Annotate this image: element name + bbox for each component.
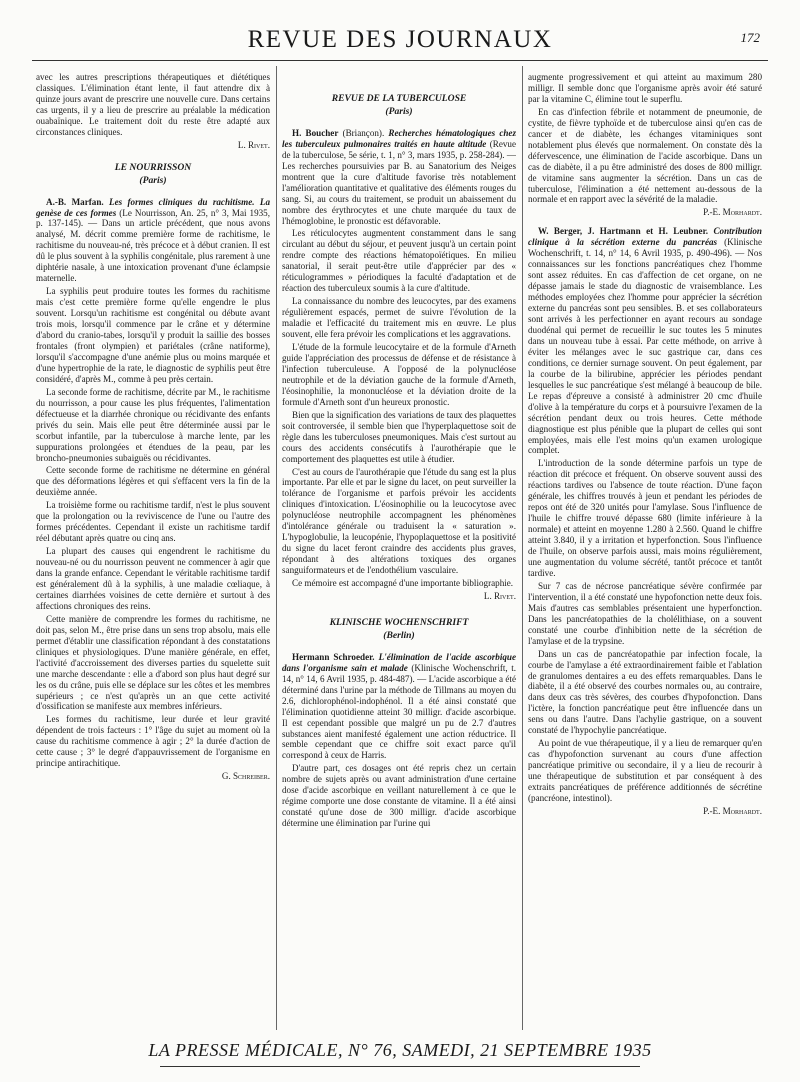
article-abstract xyxy=(36,197,270,285)
article-author: A.-B. Marfan. xyxy=(46,196,104,207)
column-1 xyxy=(36,72,270,1030)
paragraph: augmente progressivement et qui atteint au maximum 280 milligr. Il semble donc que l'organisme après avoir été saturé par la vitamine C, élimine tout le superflu. xyxy=(528,72,762,104)
section-title: LE NOURRISSON xyxy=(114,161,192,173)
signature: P.-E. Morhardt. xyxy=(703,805,762,816)
article-title: Contribution clinique à la sécrétion externe du pancréas xyxy=(528,226,762,248)
paragraph: Sur 7 cas de nécrose pancréatique sévère confirmée par l'intervention, il a été constaté une hypofonction nette deux fois. Mais d'autres cas semblables présentaient une hyperfonction. Dans les pancréatopathies de la cholélithiase, on a souvent constaté une courbe d'inhibition nette de la sécrétion de l'amylase et de la trypsine. xyxy=(528,580,762,646)
paragraph: En cas d'infection fébrile et notamment de pneumonie, de cystite, de fièvre typhoïde et de tuberculose ainsi qu'en cas de cancer et de diabète, les échanges vitaminiques sont notablement plus élevés que normalement. On constate dès la défervescence, une élimination de l'acide ascorbique. Dans un cas de diabète, il a pu être administré des doses de 800 milligr. de vitamine sans augmenter la sécrétion. Dans un cas de tuberculose, l'élimination a été nettement au-dessous de la normale et en rapport avec la sévérité de la maladie. xyxy=(528,106,762,205)
signature: L. Rivet. xyxy=(483,590,516,601)
section-subtitle: (Berlin) xyxy=(383,629,415,641)
signature: G. Schreiber. xyxy=(221,771,270,782)
journal-footer: LA PRESSE MÉDICALE, N° 76, SAMEDI, 21 SEPTEMBRE 1935 xyxy=(148,1040,652,1060)
column-divider xyxy=(522,66,523,1030)
paragraph: Cette seconde forme de rachitisme ne détermine en général que des déformations légères et qui s'effacent vers la fin de la deuxième année. xyxy=(36,465,270,498)
article-abstract xyxy=(282,652,516,762)
article-text: (Revue de la tuberculose, 5e série, t. 1, n° 3, mars 1935, p. 258-284). — Les recherches poursuivies par B. au Sanatorium des Neiges montrent que la cure d'altitude favorise très notablement l'amélioration quantitative et qualitative des éléments rouges du sang. Si, au cours du traitement, se produit un abaissement du nombre des érythrocytes et une chute marquée du taux de l'hémoglobine, le pronostic est défavorable. xyxy=(282,138,516,226)
article-place: (Briançon). xyxy=(342,127,385,138)
paragraph: C'est au cours de l'aurothérapie que l'étude du sang est la plus importante. Par elle et par le signe du lacet, on peut surveiller la tolérance de l'organisme et parfois prévoir les accidents cliniques d'intoxication. L'éosinophilie ou la leucocytose avec polynucléose neutrophile accompagnent les phénomènes d'intolérance générale ou traduisent la « saturation ». L'hypoglobulie, la leucopénie, l'hypoplaquettose et la positivité du signe du lacet feront craindre des accidents plus graves, répondant à des altérations toxiques des organes sanguiformateurs et de l'endothélium vasculaire. xyxy=(282,466,516,576)
paragraph: Bien que la signification des variations de taux des plaquettes soit controversée, il semble bien que l'hyperplaquettose soit de règle dans les tuberculoses pneumoniques. Mais c'est surtout au cours des accidents consécutifs à l'aurothérapie que le comportement des plaquettes est utile à étudier. xyxy=(282,409,516,464)
footer-rule xyxy=(160,1066,640,1067)
article-abstract xyxy=(528,226,762,456)
section-subtitle: (Paris) xyxy=(385,105,413,117)
paragraph: Ce mémoire est accompagné d'une importante bibliographie. xyxy=(292,578,514,589)
paragraph: Cette manière de comprendre les formes du rachitisme, ne doit pas, selon M., être prise dans un sens trop absolu, mais elle permet d'établir une classification répondant à des constatations cliniques et physiologiques. D'une manière générale, en effet, l'activité d'accroissement des diverses parties du squelette suit une marche descendante : elle a d'abord son plus haut degré sur les os du crâne, puis elle se déplace sur les côtes et les membres supérieurs ; ce n'est qu'après un an que cette activité d'ossification se manifeste aux membres inférieurs. xyxy=(36,613,270,712)
paragraph: D'autre part, ces dosages ont été repris chez un certain nombre de sujets après ou avant administration d'une certaine dose d'acide ascorbique en veillant naturellement à ce que le régime comporte une dose constante de vitamine. Il a été ainsi constaté qu'une dose de 300 milligr. d'acide ascorbique détermine une élimination par l'urine qui xyxy=(282,763,516,829)
article-author: Hermann Schroeder. xyxy=(292,651,375,662)
article-text: (Le Nourrisson, An. 25, n° 3, Mai 1935, p. 137-145). — Dans un article précédent, que nous avons analysé, M. décrit comme première forme de rachitisme, le rachitisme du nouveau-né, très précoce et à début cranien. Il est dû le plus souvent à la syphilis congénitale, plus rarement à une diphtérie nasale, à une intoxication provenant d'une éclampsie maternelle. xyxy=(36,207,270,284)
signature: P.-E. Morhardt. xyxy=(703,207,762,218)
signature: L. Rivet. xyxy=(237,139,270,150)
paragraph: L'introduction de la sonde détermine parfois un type de réaction dit précoce et fréquent. On observe souvent aussi des réactions tardives ou l'absence de toute réaction. D'une façon générale, les chiffres trouvés à jeun et pendant les périodes de repos ont été de 320 unités pour l'amylase. Sous l'influence de l'huile le chiffre trouvé dépasse 680 (limite inférieure à la normale) et atteint en moyenne 1.280 à 2.560. Quand le chiffre atteint 3.840, il y a irritation et hyperfonction. Sous l'influence de l'huile, on observe parfois aussi, mais moins régulièrement, une augmentation du volume sécrété, tantôt précoce et tantôt tardive. xyxy=(528,458,762,578)
article-author: H. Boucher xyxy=(292,127,339,138)
section-title: REVUE DE LA TUBERCULOSE xyxy=(331,93,467,104)
paragraph: avec les autres prescriptions thérapeutiques et diététiques classiques. L'élimination étant lente, il faut attendre dix à quinze jours avant de prescrire une nouvelle cure. Dans certains cas urgents, il y a lieu de prescrire au préalable la médication ouabaïnique. Le traitement doit du reste être adapté aux circonstances cliniques. xyxy=(36,72,270,137)
article-text: (Klinische Wochenschrift, t. 14, n° 14, 6 Avril 1935, p. 490-496). — Nos connaissances sur les fonctions pancréatiques chez l'homme sont assez réduites. En cas d'affection de cet organe, on ne dépasse jamais le stade du diagnostic de vraisemblance. Les méthodes employées chez l'homme pour apprécier la sécrétion externe du pancréas sont peu sensibles. B. et ses collaborateurs sont arrivés à les perfectionner en ayant recours au sondage duodénal qui permet de recueillir le suc toutes les 5 minutes dans un nouveau tube à essai. Par cette méthode, on arrive à éviter les mélanges avec le suc gastrique car, dans ces conditions, ce dernier surnage souvent. On peut également, par la courbe de la bilirubine, apprécier les périodes pendant lesquelles le suc pancréatique s'est mélangé à beaucoup de bile. Le repas d'épreuve a consisté à administrer 20 cmc d'huile d'olive à la température du corps et à poursuivre l'examen de la sécrétion pendant deux ou trois heures. Cette méthode diagnostique est plus pénible que la plupart de celles qui sont employées, mais elle l'est moins qu'un examen urologique complet. xyxy=(528,237,762,456)
paragraph: La plupart des causes qui engendrent le rachitisme du nouveau-né ou du nourrisson peuvent ne commencer à agir que dans la grande enfance. Cependant le véritable rachitisme tardif est généralement dû à la syphilis, à une maladie cœliaque, à certaines diarrhées voisines de cette dernière et surtout à des affections chroniques des reins. xyxy=(36,546,270,611)
paragraph: La connaissance du nombre des leucocytes, par des examens régulièrement espacés, permet de suivre l'évolution de la maladie et l'efficacité du traitement mis en œuvre. Le plus souvent, elle fera prévoir les complications et les aggravations. xyxy=(282,296,516,340)
section-title: KLINISCHE WOCHENSCHRIFT xyxy=(329,616,469,628)
article-title: Les formes cliniques du rachitisme. La genèse de ces formes xyxy=(36,196,270,218)
paragraph: La syphilis peut produire toutes les formes du rachitisme mais c'est cette première forme qu'elle engendre le plus souvent. Lorsqu'un rachitisme est congénital ou débute avant trois mois, lorsqu'il commence par le crâne et y détermine d'abord du cranio-tabes, lorsqu'il y produit la saillie des bosses frontales (front olympien) et pariétales (crâne natiforme), lorsqu'il s'accompagne d'une anémie plus ou moins marquée et d'une hypertrophie de la rate, le diagnostic de syphilis peut être considéré, d'après M., comme à peu près certain. xyxy=(36,286,270,384)
paragraph: Dans un cas de pancréatopathie par infection focale, la courbe de l'amylase a été extraordinairement faible et l'ablation de granulomes dentaires a eu des effets remarquables. Dans le diabète, il a été observé des courbes normales ou, au contraire, dans deux cas très sévères, des courbes d'hypofonction. Dans l'ictère, la fonction pancréatique peut être influencée dans un sens ou dans l'autre. Dans l'achylie gastrique, on a souvent constaté de l'hypochylie pancréatique. xyxy=(528,648,762,736)
header-rule xyxy=(32,60,768,61)
paragraph: Au point de vue thérapeutique, il y a lieu de remarquer qu'en cas d'hypofonction survenant au cours d'une affection pancréatique primitive ou secondaire, il y a lieu de recourir à une thérapeutique de substitution et par conséquent à des extraits pancréatiques de préférence additionnés de sécrétine (pancréone, intestinol). xyxy=(528,738,762,803)
column-divider xyxy=(276,66,277,1030)
article-text: (Klinische Wochenschrift, t. 14, n° 14, 6 Avril 1935, p. 484-487). — L'acide ascorbique a été déterminé dans l'urine par la méthode de Tillmans au moyen du 2.6, dichlorophénol-indophénol. Il a été ainsi constaté que l'élimination quotidienne atteint 30 milligr. d'acide ascorbique. Il est cependant possible que malgré un pu de 2.7 d'autres substances aient manifesté également une action réductrice. Il semble cependant que ce chiffre soit exact parce qu'il correspond à ceux de Harris. xyxy=(282,662,516,761)
journal-section-title: REVUE DES JOURNAUX xyxy=(247,26,553,53)
paragraph: La troisième forme ou rachitisme tardif, n'est le plus souvent que la prolongation ou la reviviscence de l'une ou l'autre des formes précédentes. Cependant il existe un rachitisme tardif réel débutant après quatre ou cinq ans. xyxy=(36,500,270,544)
paragraph: Les formes du rachitisme, leur durée et leur gravité dépendent de trois facteurs : 1° l'âge du sujet au moment où la cause du rachitisme commence à agir ; 2° la durée d'action de cette cause ; 3° le degré d'appauvrissement de l'organisme en principe antirachitique. xyxy=(36,714,270,769)
paragraph: La seconde forme de rachitisme, décrite par M., le rachitisme du nourrisson, a pour cause les plus fréquentes, l'alimentation défectueuse et la diarrhée chronique ou récidivante des enfants privés du sein. Mais elle peut être déterminée aussi par le scorbut infantile, par la tuberculose à marche lente, par les suppurations prolongées et étendues de la peau, par les broncho-pneumonies subaiguës ou récidivantes. xyxy=(36,386,270,463)
article-title: Recherches hématologiques chez les tuberculeux pulmonaires traités en haute altitude xyxy=(282,127,516,149)
paragraph: Les réticulocytes augmentent constamment dans le sang circulant au début du séjour, et peuvent jusqu'à un certain point rendre compte des réactions hématopoïétiques. En milieu sanatorial, il serait peut-être utile d'apprécier par des « réticulogrammes » périodiques la faculté d'adaptation et de réaction des tuberculeux soumis à la cure d'altitude. xyxy=(282,228,516,294)
article-author: W. Berger, J. Hartmann et H. Leubner. xyxy=(538,226,709,237)
section-subtitle: (Paris) xyxy=(139,174,167,186)
column-2 xyxy=(282,72,516,1030)
paragraph: L'étude de la formule leucocytaire et de la formule d'Arneth guide l'appréciation des processus de défense et de résistance à l'infection tuberculeuse. A l'opposé de la polynucléose neutrophile et de la déviation gauche de la formule d'Arneth, l'éosinophilie, la mononucléose et la déviation droite de la formule d'Arneth sont d'un heureux pronostic. xyxy=(282,342,516,407)
page-number: 172 xyxy=(740,30,760,45)
column-3 xyxy=(528,72,762,1030)
article-abstract xyxy=(282,128,516,227)
article-title: L'élimination de l'acide ascorbique dans l'organisme sain et malade xyxy=(282,651,516,673)
